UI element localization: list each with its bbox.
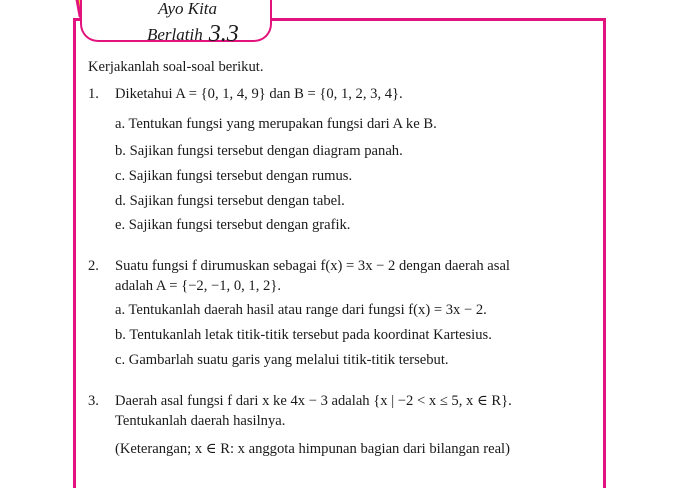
q2-line2: adalah A = {−2, −1, 0, 1, 2}. <box>115 278 281 294</box>
q1-item-e: e. Sajikan fungsi tersebut dengan grafik. <box>115 217 351 233</box>
q3-line1: Daerah asal fungsi f dari x ke 4x − 3 adalah {x | −2 < x ≤ 5, x ∈ R}. <box>115 393 512 409</box>
q1-item-a: a. Tentukan fungsi yang merupakan fungsi dari A ke B. <box>115 116 437 132</box>
header-title-line2: Berlatih 3.3 <box>147 21 239 47</box>
q1-text: Diketahui A = {0, 1, 4, 9} dan B = {0, 1, 2, 3, 4}. <box>115 86 403 102</box>
q2-line1: Suatu fungsi f dirumuskan sebagai f(x) = 3x − 2 dengan daerah asal <box>115 258 510 274</box>
q3-line2: Tentukanlah daerah hasilnya. <box>115 413 286 429</box>
q1-item-c: c. Sajikan fungsi tersebut dengan rumus. <box>115 168 353 184</box>
header-title-line1: Ayo Kita <box>158 0 218 18</box>
q1-item-d: d. Sajikan fungsi tersebut dengan tabel. <box>115 193 345 209</box>
q2-number: 2. <box>88 258 99 274</box>
intro-text: Kerjakanlah soal-soal berikut. <box>88 59 264 75</box>
q1-item-b: b. Sajikan fungsi tersebut dengan diagram panah. <box>115 143 403 159</box>
q2-item-b: b. Tentukanlah letak titik-titik tersebut pada koordinat Kartesius. <box>115 327 492 343</box>
q2-item-c: c. Gambarlah suatu garis yang melalui titik-titik tersebut. <box>115 352 449 368</box>
q3-number: 3. <box>88 393 99 409</box>
header-number: 3.3 <box>208 21 239 47</box>
q2-item-a: a. Tentukanlah daerah hasil atau range dari fungsi f(x) = 3x − 2. <box>115 302 487 318</box>
q1-number: 1. <box>88 86 99 102</box>
q3-note: (Keterangan; x ∈ R: x anggota himpunan bagian dari bilangan real) <box>115 441 510 457</box>
